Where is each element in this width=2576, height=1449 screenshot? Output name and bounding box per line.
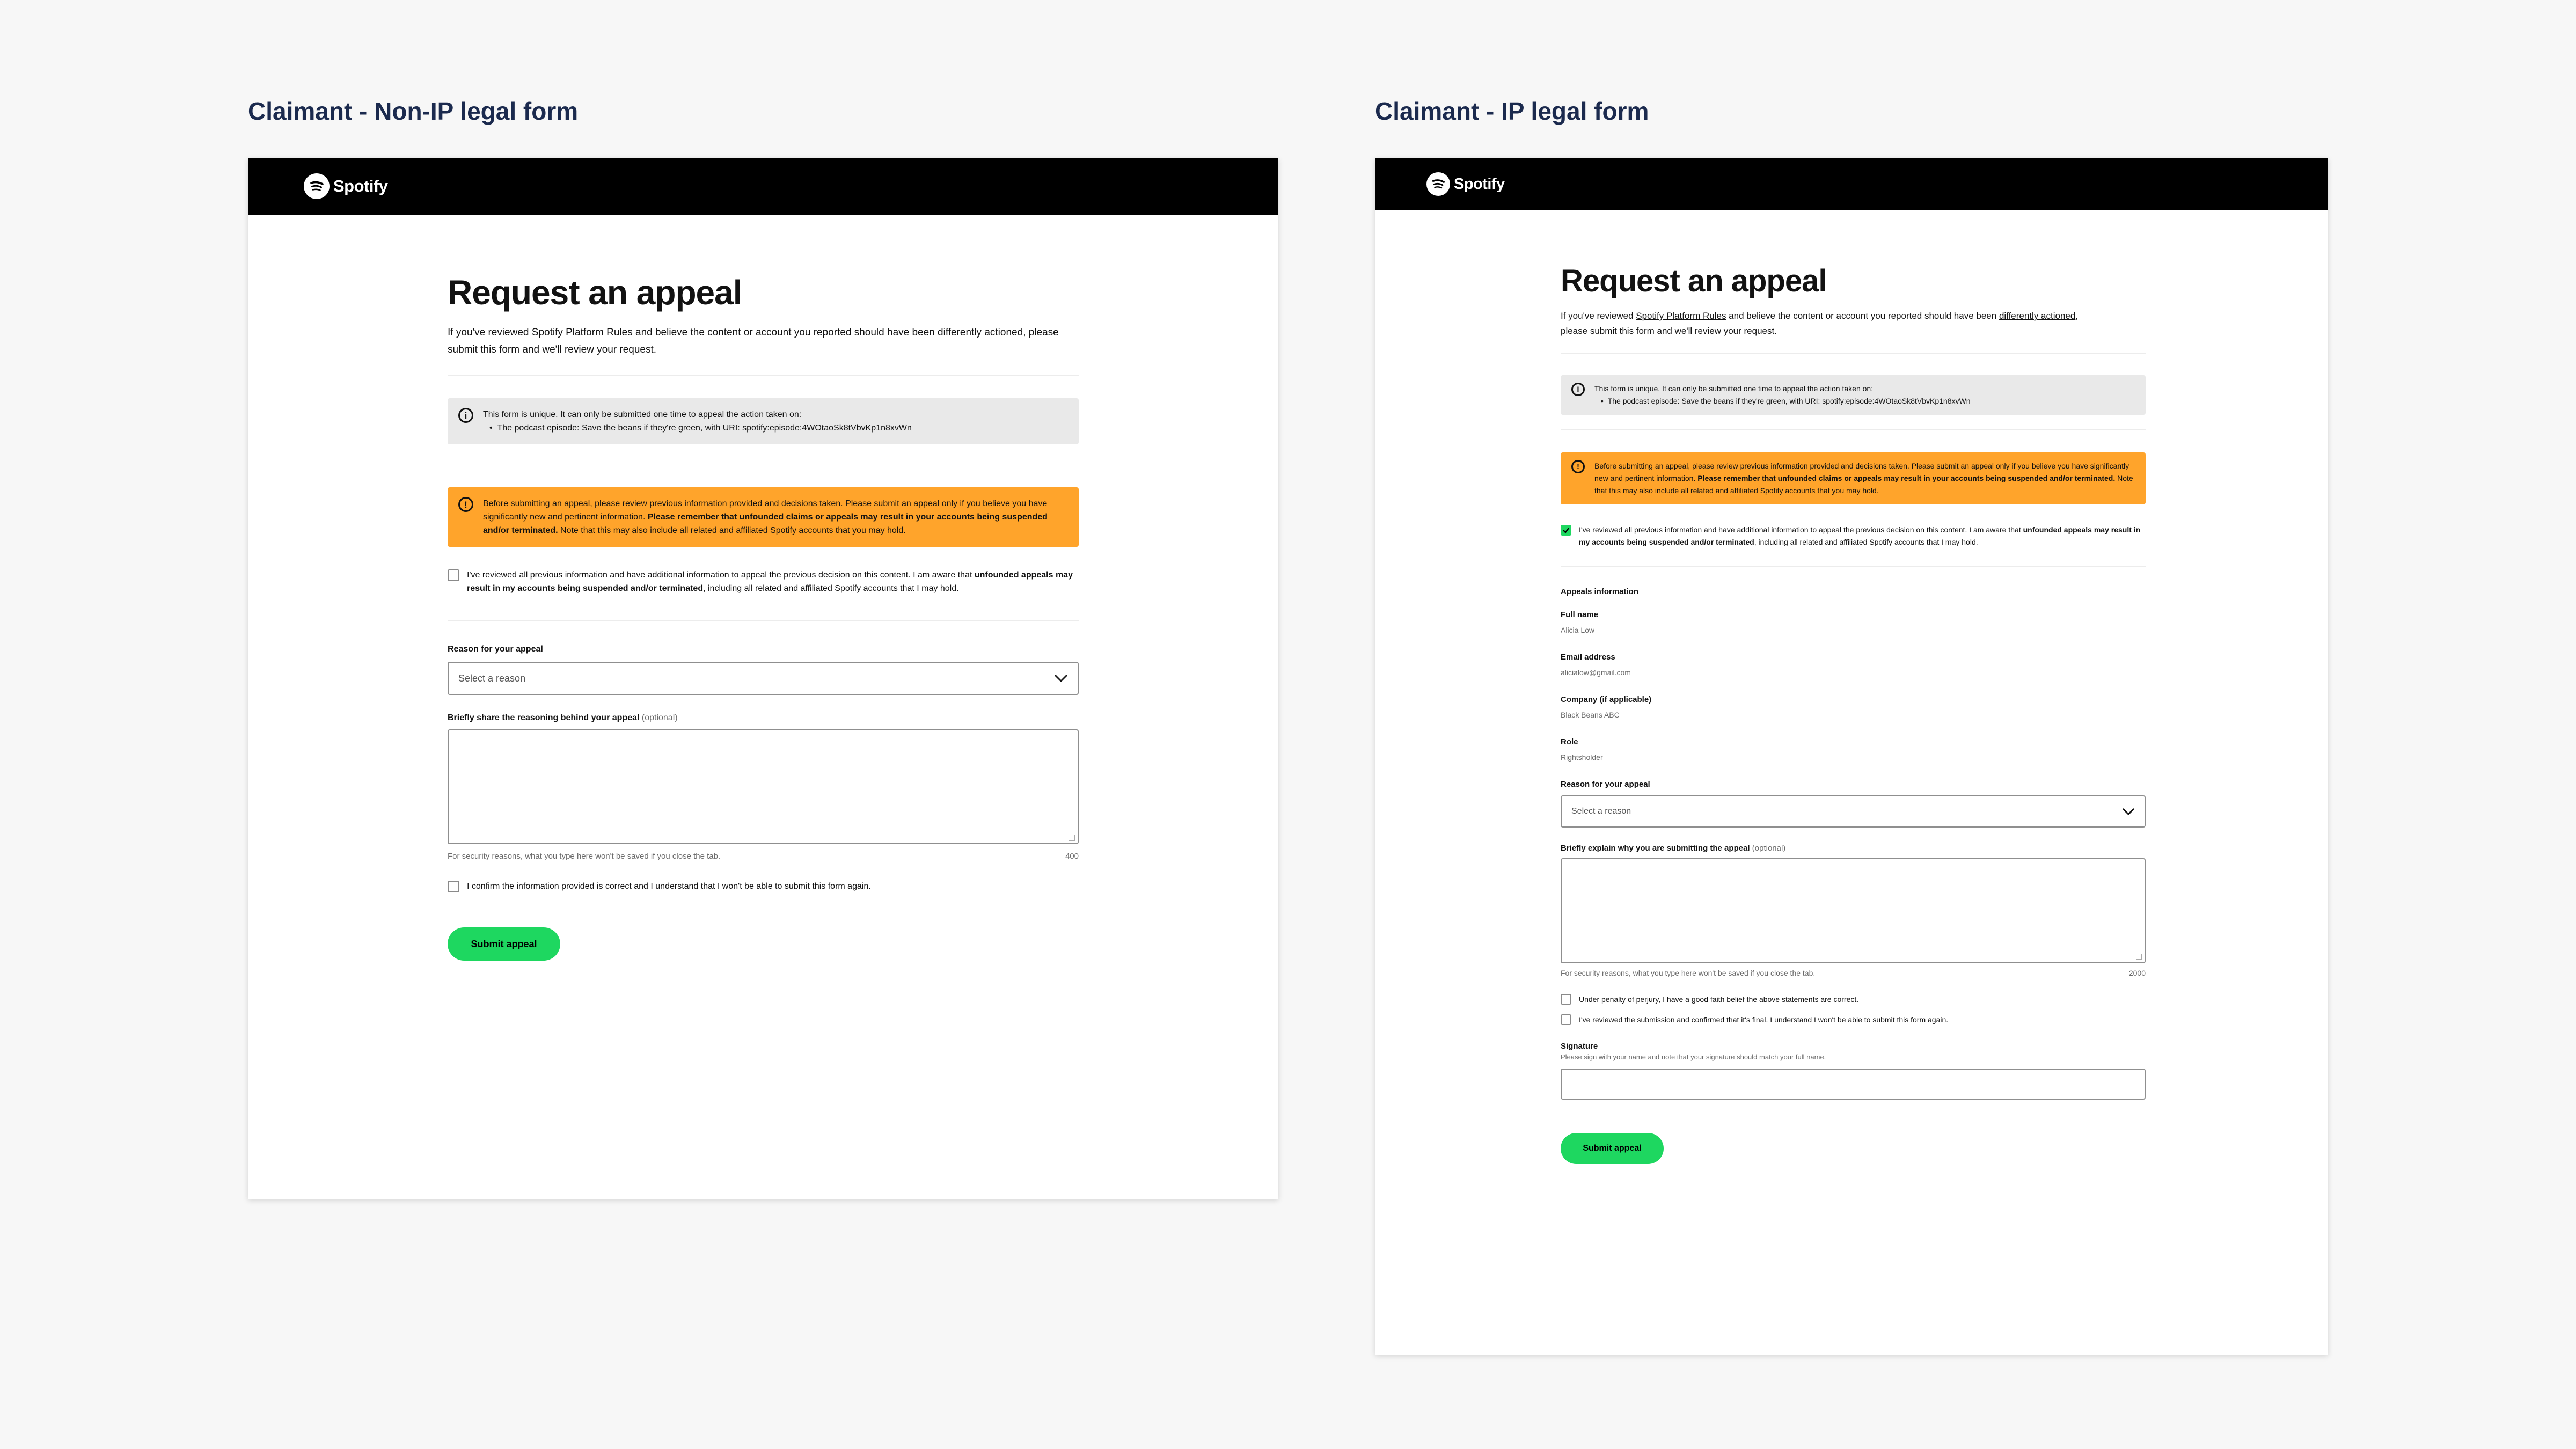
field-value: Alicia Low: [1561, 626, 1595, 634]
explain-textarea[interactable]: [1561, 858, 2146, 963]
divider: [448, 375, 1079, 376]
reasoning-textarea[interactable]: [448, 729, 1079, 844]
intro-part: If you've reviewed: [448, 327, 532, 338]
resize-handle[interactable]: [1069, 835, 1075, 841]
info-episode: The podcast episode: Save the beans if they're green, with URI: spotify:episode:4WOtaoSk8tVbvKp1n8xvWn: [1607, 397, 1971, 405]
char-limit: 400: [1065, 852, 1079, 861]
field-label: Role: [1561, 737, 1578, 747]
info-field: [1561, 610, 2146, 634]
field-value: Rightsholder: [1561, 753, 1603, 762]
intro-part: and believe the content or account you reported should have been: [632, 327, 938, 338]
non-ip-form-content: [448, 273, 1079, 961]
spotify-wordmark: Spotify: [1454, 175, 1505, 193]
reason-placeholder: Select a reason: [1571, 807, 1631, 816]
info-bullet: • The podcast episode: Save the beans if they're green, with URI: spotify:episode:4WOtaoSk8tVbvKp1n8xvWn: [1601, 397, 1971, 405]
explain-label-row: [1561, 844, 2146, 853]
field-label: Company (if applicable): [1561, 695, 1652, 704]
optional-tag: (optional): [1752, 844, 1786, 853]
reason-label: Reason for your appeal: [448, 645, 543, 654]
security-note: For security reasons, what you type here won't be saved if you close the tab.: [1561, 969, 1816, 977]
info-notice: [448, 398, 1079, 444]
chevron-down-icon: [1054, 674, 1068, 683]
info-icon: i: [458, 408, 473, 423]
spotify-wordmark: Spotify: [333, 177, 388, 195]
char-limit: 2000: [2128, 969, 2146, 977]
reason-select[interactable]: [1561, 795, 2146, 828]
optional-tag: (optional): [641, 713, 678, 722]
platform-rules-link[interactable]: Spotify Platform Rules: [531, 327, 633, 338]
submit-appeal-button[interactable]: Submit appeal: [1561, 1133, 1664, 1164]
non-ip-form-frame: [248, 158, 1278, 1199]
intro-part: , please submit this form and we'll review your request.: [448, 327, 1059, 355]
confirm-row: [448, 880, 1079, 893]
section-title-ip: Claimant - IP legal form: [1375, 97, 1649, 125]
intro-part: If you've reviewed: [1561, 311, 1636, 321]
top-bar: [1375, 158, 2328, 210]
signature-hint: Please sign with your name and note that your signature should match your full name.: [1561, 1053, 1826, 1061]
warning-bold: Please remember that unfounded claims or appeals may result in your accounts being suspended and/or terminated.: [1697, 474, 2116, 482]
signature-input[interactable]: [1561, 1069, 2146, 1100]
info-field: [1561, 653, 2146, 677]
intro-part: , please submit this form and we'll review your request.: [1561, 311, 2079, 336]
submit-appeal-button[interactable]: Submit appeal: [448, 927, 560, 961]
info-field: [1561, 695, 2146, 719]
warning-text: Note that this may also include all related and affiliated Spotify accounts that you may hold.: [1594, 474, 2133, 495]
divider: [1561, 353, 2146, 354]
chevron-down-icon: [2122, 808, 2135, 816]
ack-bold: unfounded appeals may result in my accounts being suspended and/or terminated: [467, 570, 1073, 593]
acknowledge-checkbox[interactable]: [448, 569, 459, 581]
signature-label: Signature: [1561, 1042, 1598, 1051]
field-label: Full name: [1561, 610, 1599, 619]
alert-icon: !: [1571, 460, 1585, 473]
intro-text: [448, 324, 1079, 358]
appeals-info-list: [1561, 610, 2146, 762]
alert-icon: !: [458, 497, 473, 512]
info-field: [1561, 737, 2146, 762]
intro-part: and believe the content or account you reported should have been: [1726, 311, 1999, 321]
ip-form-frame: [1375, 158, 2328, 1355]
appeals-info-heading: Appeals information: [1561, 587, 1639, 596]
spotify-icon: [304, 173, 330, 199]
ack-text: I've reviewed all previous information and have additional information to appeal the previous decision on this content. I am aware that: [1579, 525, 2023, 534]
reason-select[interactable]: [448, 662, 1079, 695]
info-line: This form is unique. It can only be submitted one time to appeal the action taken on:: [1594, 384, 1874, 393]
acknowledge-row: [448, 568, 1079, 595]
explain-label: Briefly explain why you are submitting the appeal: [1561, 844, 1750, 853]
spotify-icon: [1426, 172, 1450, 196]
spotify-logo[interactable]: [304, 173, 388, 199]
reason-placeholder: Select a reason: [458, 672, 526, 684]
warning-notice: [448, 487, 1079, 547]
divider: [1561, 429, 2146, 430]
final-row: [1561, 1014, 2146, 1026]
warning-text: Note that this may also include all related and affiliated Spotify accounts that you may hold.: [558, 526, 906, 535]
divider: [448, 620, 1079, 621]
platform-rules-link[interactable]: Spotify Platform Rules: [1636, 311, 1726, 321]
field-value: alicialow@gmail.com: [1561, 668, 1631, 677]
reasoning-label: Briefly share the reasoning behind your appeal: [448, 713, 640, 722]
section-title-non-ip: Claimant - Non-IP legal form: [248, 97, 579, 125]
ip-form-content: [1561, 263, 2146, 1164]
perjury-text: Under penalty of perjury, I have a good faith belief the above statements are correct.: [1579, 995, 1859, 1004]
differently-actioned-link[interactable]: differently actioned: [1999, 311, 2076, 321]
warning-text: Before submitting an appeal, please review previous information provided and decisions taken. Please submit an appeal only if you believe you have significantly new and pertinent information.: [483, 499, 1048, 522]
field-value: Black Beans ABC: [1561, 711, 1620, 719]
warning-notice: [1561, 452, 2146, 504]
acknowledge-checkbox[interactable]: [1561, 525, 1571, 536]
info-line: This form is unique. It can only be submitted one time to appeal the action taken on:: [483, 410, 802, 419]
field-label: Email address: [1561, 653, 1615, 662]
confirm-text: I confirm the information provided is correct and I understand that I won't be able to submit this form again.: [467, 882, 871, 891]
perjury-row: [1561, 993, 2146, 1005]
confirm-checkbox[interactable]: [448, 881, 459, 892]
ack-text: , including all related and affiliated Spotify accounts that I may hold.: [703, 584, 959, 593]
spotify-logo[interactable]: [1426, 172, 1505, 196]
textarea-helper: [1561, 969, 2146, 977]
security-note: For security reasons, what you type here won't be saved if you close the tab.: [448, 852, 721, 861]
warning-text: Before submitting an appeal, please review previous information provided and decisions taken. Please submit an appeal only if you believe you have significantly new and pertinent information.: [1594, 462, 2129, 482]
ack-text: , including all related and affiliated Spotify accounts that I may hold.: [1754, 538, 1978, 546]
textarea-helper: [448, 852, 1079, 861]
final-text: I've reviewed the submission and confirmed that it's final. I understand I won't be able to submit this form again.: [1579, 1015, 1949, 1024]
info-notice: [1561, 375, 2146, 415]
page-title: Request an appeal: [448, 273, 742, 312]
checkmark-icon: [1562, 526, 1570, 534]
reasoning-label-row: [448, 713, 1079, 723]
acknowledge-row: [1561, 524, 2146, 548]
info-episode: The podcast episode: Save the beans if they're green, with URI: spotify:episode:4WOtaoSk8tVbvKp1n8xvWn: [497, 423, 912, 433]
intro-text: [1561, 309, 2097, 339]
ack-text: I've reviewed all previous information and have additional information to appeal the previous decision on this content. I am aware that: [467, 570, 975, 580]
page-title: Request an appeal: [1561, 264, 1827, 298]
info-icon: i: [1571, 383, 1585, 396]
final-checkbox[interactable]: [1561, 1014, 1571, 1025]
divider: [1561, 566, 2146, 567]
warning-bold: Please remember that unfounded claims or appeals may result in your accounts being suspended and/or terminated.: [483, 513, 1048, 535]
reason-label: Reason for your appeal: [1561, 780, 1650, 789]
info-bullet: • The podcast episode: Save the beans if they're green, with URI: spotify:episode:4WOtaoSk8tVbvKp1n8xvWn: [489, 423, 912, 433]
resize-handle[interactable]: [2136, 954, 2142, 960]
perjury-checkbox[interactable]: [1561, 994, 1571, 1005]
ack-bold: unfounded appeals may result in my accounts being suspended and/or terminated: [1579, 525, 2141, 546]
differently-actioned-link[interactable]: differently actioned: [938, 327, 1023, 338]
top-bar: [248, 158, 1278, 215]
